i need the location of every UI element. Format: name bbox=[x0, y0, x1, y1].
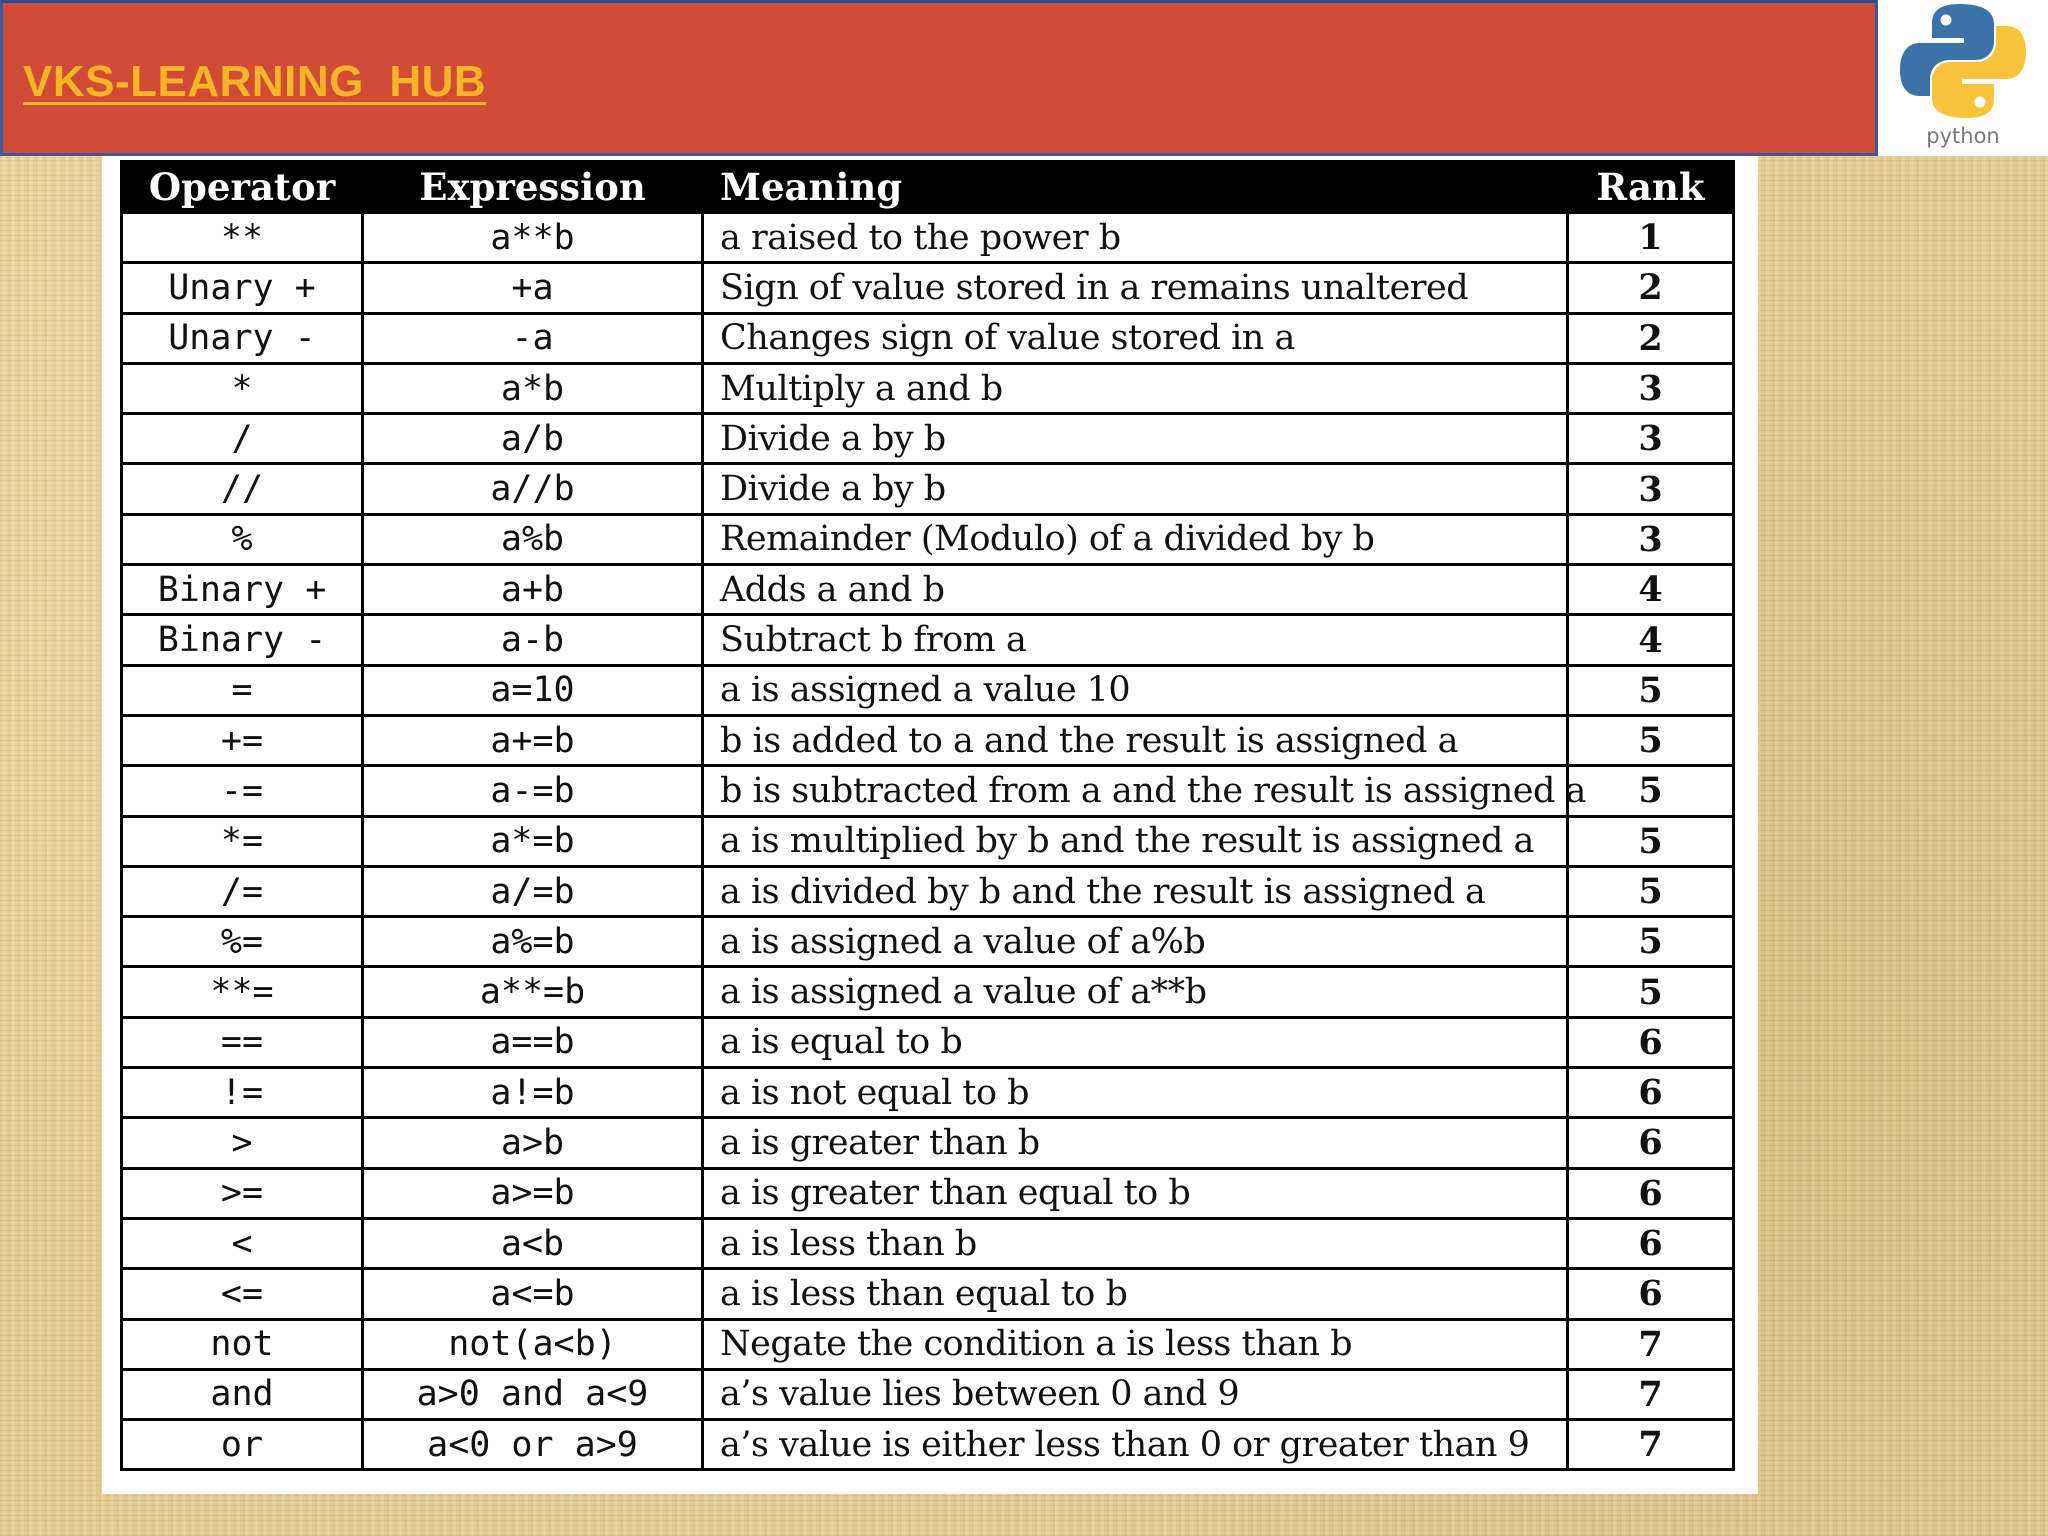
operator-cell: Unary + bbox=[122, 263, 363, 313]
operator-precedence-table bbox=[120, 160, 1735, 1471]
rank-cell: 5 bbox=[1568, 665, 1734, 715]
expression-cell: a//b bbox=[363, 464, 703, 514]
operator-cell: // bbox=[122, 464, 363, 514]
rank-cell: 3 bbox=[1568, 414, 1734, 464]
meaning-cell: Sign of value stored in a remains unaltered bbox=[703, 263, 1568, 313]
meaning-cell: a is less than b bbox=[703, 1218, 1568, 1268]
rank-cell: 5 bbox=[1568, 816, 1734, 866]
meaning-cell: Divide a by b bbox=[703, 414, 1568, 464]
operator-cell: != bbox=[122, 1068, 363, 1118]
expression-cell: a/b bbox=[363, 414, 703, 464]
operator-cell: -= bbox=[122, 766, 363, 816]
operator-cell: = bbox=[122, 665, 363, 715]
meaning-cell: a raised to the power b bbox=[703, 213, 1568, 263]
table-row bbox=[122, 917, 1734, 967]
meaning-cell: a is greater than equal to b bbox=[703, 1168, 1568, 1218]
rank-cell: 7 bbox=[1568, 1420, 1734, 1470]
expression-cell: a**b bbox=[363, 213, 703, 263]
column-header-expression: Expression bbox=[363, 162, 703, 213]
python-logo-text: python bbox=[1926, 124, 2000, 148]
meaning-cell: a is assigned a value of a%b bbox=[703, 917, 1568, 967]
table-row bbox=[122, 766, 1734, 816]
expression-cell: a+=b bbox=[363, 715, 703, 765]
expression-cell: a*b bbox=[363, 363, 703, 413]
python-logo bbox=[1878, 0, 2048, 156]
expression-cell: a=10 bbox=[363, 665, 703, 715]
operator-cell: += bbox=[122, 715, 363, 765]
rank-cell: 2 bbox=[1568, 313, 1734, 363]
expression-cell: a%b bbox=[363, 514, 703, 564]
operator-cell: / bbox=[122, 414, 363, 464]
expression-cell: a*=b bbox=[363, 816, 703, 866]
table-row bbox=[122, 1168, 1734, 1218]
operator-cell: % bbox=[122, 514, 363, 564]
table-row bbox=[122, 665, 1734, 715]
table-row bbox=[122, 1420, 1734, 1470]
expression-cell: a**=b bbox=[363, 967, 703, 1017]
table-row bbox=[122, 967, 1734, 1017]
operator-precedence-panel bbox=[102, 156, 1758, 1494]
expression-cell: a<b bbox=[363, 1218, 703, 1268]
operator-cell: or bbox=[122, 1420, 363, 1470]
rank-cell: 1 bbox=[1568, 213, 1734, 263]
rank-cell: 4 bbox=[1568, 565, 1734, 615]
meaning-cell: a is greater than b bbox=[703, 1118, 1568, 1168]
expression-cell: a>=b bbox=[363, 1168, 703, 1218]
meaning-cell: Adds a and b bbox=[703, 565, 1568, 615]
python-logo-icon bbox=[1898, 0, 2028, 122]
table-row bbox=[122, 263, 1734, 313]
rank-cell: 6 bbox=[1568, 1168, 1734, 1218]
operator-cell: < bbox=[122, 1218, 363, 1268]
table-row bbox=[122, 1017, 1734, 1067]
rank-cell: 6 bbox=[1568, 1118, 1734, 1168]
rank-cell: 7 bbox=[1568, 1369, 1734, 1419]
expression-cell: a/=b bbox=[363, 866, 703, 916]
operator-cell: == bbox=[122, 1017, 363, 1067]
table-row bbox=[122, 514, 1734, 564]
table-row bbox=[122, 816, 1734, 866]
meaning-cell: b is subtracted from a and the result is assigned a bbox=[703, 766, 1568, 816]
table-row bbox=[122, 565, 1734, 615]
rank-cell: 6 bbox=[1568, 1068, 1734, 1118]
column-header-rank: Rank bbox=[1568, 162, 1734, 213]
column-header-operator: Operator bbox=[122, 162, 363, 213]
table-row bbox=[122, 1319, 1734, 1369]
operator-cell: *= bbox=[122, 816, 363, 866]
operator-cell: and bbox=[122, 1369, 363, 1419]
meaning-cell: a is assigned a value 10 bbox=[703, 665, 1568, 715]
header-bar bbox=[0, 0, 1878, 156]
table-row bbox=[122, 615, 1734, 665]
table-header-row bbox=[122, 162, 1734, 213]
page-title: VKS-LEARNING HUB bbox=[23, 57, 487, 106]
meaning-cell: Changes sign of value stored in a bbox=[703, 313, 1568, 363]
meaning-cell: a is divided by b and the result is assigned a bbox=[703, 866, 1568, 916]
operator-cell: ** bbox=[122, 213, 363, 263]
rank-cell: 4 bbox=[1568, 615, 1734, 665]
meaning-cell: a’s value is either less than 0 or greater than 9 bbox=[703, 1420, 1568, 1470]
meaning-cell: Negate the condition a is less than b bbox=[703, 1319, 1568, 1369]
expression-cell: a+b bbox=[363, 565, 703, 615]
rank-cell: 7 bbox=[1568, 1319, 1734, 1369]
operator-cell: not bbox=[122, 1319, 363, 1369]
table-row bbox=[122, 213, 1734, 263]
rank-cell: 6 bbox=[1568, 1218, 1734, 1268]
expression-cell: -a bbox=[363, 313, 703, 363]
operator-cell: %= bbox=[122, 917, 363, 967]
table-row bbox=[122, 1118, 1734, 1168]
operator-cell: Binary + bbox=[122, 565, 363, 615]
meaning-cell: a is multiplied by b and the result is assigned a bbox=[703, 816, 1568, 866]
rank-cell: 5 bbox=[1568, 715, 1734, 765]
meaning-cell: a’s value lies between 0 and 9 bbox=[703, 1369, 1568, 1419]
operator-cell: > bbox=[122, 1118, 363, 1168]
expression-cell: a%=b bbox=[363, 917, 703, 967]
operator-cell: /= bbox=[122, 866, 363, 916]
operator-cell: <= bbox=[122, 1269, 363, 1319]
table-row bbox=[122, 1369, 1734, 1419]
meaning-cell: a is assigned a value of a**b bbox=[703, 967, 1568, 1017]
operator-cell: Binary - bbox=[122, 615, 363, 665]
meaning-cell: Divide a by b bbox=[703, 464, 1568, 514]
rank-cell: 6 bbox=[1568, 1269, 1734, 1319]
operator-cell: Unary - bbox=[122, 313, 363, 363]
rank-cell: 6 bbox=[1568, 1017, 1734, 1067]
expression-cell: a-=b bbox=[363, 766, 703, 816]
table-row bbox=[122, 313, 1734, 363]
rank-cell: 3 bbox=[1568, 363, 1734, 413]
rank-cell: 5 bbox=[1568, 917, 1734, 967]
table-row bbox=[122, 363, 1734, 413]
expression-cell: a<0 or a>9 bbox=[363, 1420, 703, 1470]
table-row bbox=[122, 1218, 1734, 1268]
expression-cell: a!=b bbox=[363, 1068, 703, 1118]
rank-cell: 2 bbox=[1568, 263, 1734, 313]
table-row bbox=[122, 1269, 1734, 1319]
table-row bbox=[122, 866, 1734, 916]
meaning-cell: a is not equal to b bbox=[703, 1068, 1568, 1118]
expression-cell: a>b bbox=[363, 1118, 703, 1168]
meaning-cell: a is less than equal to b bbox=[703, 1269, 1568, 1319]
meaning-cell: Remainder (Modulo) of a divided by b bbox=[703, 514, 1568, 564]
rank-cell: 5 bbox=[1568, 866, 1734, 916]
rank-cell: 3 bbox=[1568, 514, 1734, 564]
table-row bbox=[122, 414, 1734, 464]
expression-cell: a-b bbox=[363, 615, 703, 665]
meaning-cell: Subtract b from a bbox=[703, 615, 1568, 665]
expression-cell: a==b bbox=[363, 1017, 703, 1067]
table-row bbox=[122, 1068, 1734, 1118]
expression-cell: +a bbox=[363, 263, 703, 313]
operator-cell: **= bbox=[122, 967, 363, 1017]
column-header-meaning: Meaning bbox=[703, 162, 1568, 213]
meaning-cell: a is equal to b bbox=[703, 1017, 1568, 1067]
operator-cell: * bbox=[122, 363, 363, 413]
expression-cell: not(a<b) bbox=[363, 1319, 703, 1369]
expression-cell: a<=b bbox=[363, 1269, 703, 1319]
rank-cell: 5 bbox=[1568, 766, 1734, 816]
rank-cell: 5 bbox=[1568, 967, 1734, 1017]
expression-cell: a>0 and a<9 bbox=[363, 1369, 703, 1419]
meaning-cell: b is added to a and the result is assigned a bbox=[703, 715, 1568, 765]
meaning-cell: Multiply a and b bbox=[703, 363, 1568, 413]
table-row bbox=[122, 464, 1734, 514]
table-row bbox=[122, 715, 1734, 765]
operator-cell: >= bbox=[122, 1168, 363, 1218]
rank-cell: 3 bbox=[1568, 464, 1734, 514]
